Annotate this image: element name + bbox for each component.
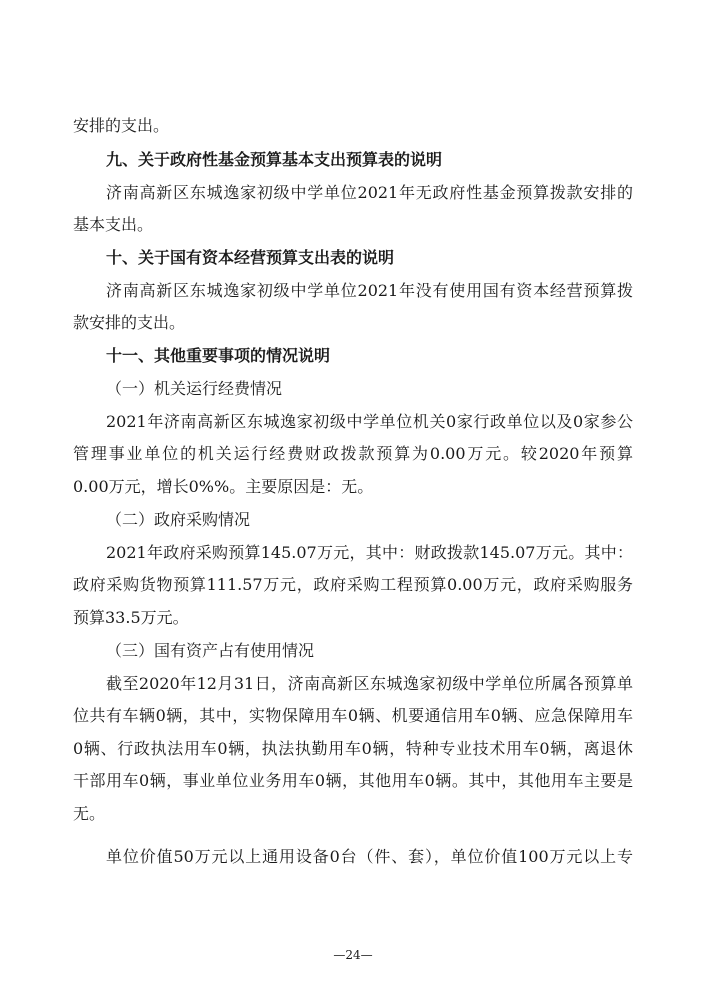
- paragraph-line: 干部用车0辆，事业单位业务用车0辆，其他用车0辆。其中，其他用车主要是: [73, 771, 633, 790]
- continuation-text: 安排的支出。: [73, 116, 170, 135]
- paragraph-line: 济南高新区东城逸家初级中学单位2021年无政府性基金预算拨款安排的: [106, 183, 633, 202]
- paragraph-line: 截至2020年12月31日，济南高新区东城逸家初级中学单位所属各预算单: [106, 674, 633, 693]
- paragraph-line: 0.00万元，增长0%%。主要原因是：无。: [73, 477, 374, 496]
- paragraph-line: 2021年政府采购预算145.07万元，其中：财政拨款145.07万元。其中：: [106, 543, 633, 562]
- paragraph-line: 政府采购货物预算111.57万元，政府采购工程预算0.00万元，政府采购服务: [73, 575, 633, 594]
- subsection-title-1: （一）机关运行经费情况: [106, 379, 283, 398]
- subsection-title-3: （三）国有资产占有使用情况: [106, 641, 315, 660]
- paragraph-line: 位共有车辆0辆，其中，实物保障用车0辆、机要通信用车0辆、应急保障用车: [73, 706, 633, 725]
- page-number: —24—: [333, 948, 373, 962]
- section-heading-10: 十、关于国有资本经营预算支出表的说明: [106, 248, 395, 267]
- section-heading-9: 九、关于政府性基金预算基本支出预算表的说明: [106, 150, 443, 169]
- paragraph-line: 款安排的支出。: [73, 313, 186, 332]
- paragraph-line: 预算33.5万元。: [73, 608, 189, 627]
- paragraph-line: 济南高新区东城逸家初级中学单位2021年没有使用国有资本经营预算拨: [106, 281, 633, 300]
- section-heading-11: 十一、其他重要事项的情况说明: [106, 346, 331, 365]
- paragraph-line: 0辆、行政执法用车0辆，执法执勤用车0辆，特种专业技术用车0辆，离退休: [73, 739, 633, 758]
- paragraph-line: 管理事业单位的机关运行经费财政拨款预算为0.00万元。较2020年预算: [73, 444, 633, 463]
- paragraph-line: 无。: [73, 804, 106, 823]
- paragraph-line: 单位价值50万元以上通用设备0台（件、套），单位价值100万元以上专: [106, 847, 633, 866]
- paragraph-line: 2021年济南高新区东城逸家初级中学单位机关0家行政单位以及0家参公: [106, 412, 633, 431]
- paragraph-line: 基本支出。: [73, 215, 154, 234]
- subsection-title-2: （二）政府采购情况: [106, 510, 251, 529]
